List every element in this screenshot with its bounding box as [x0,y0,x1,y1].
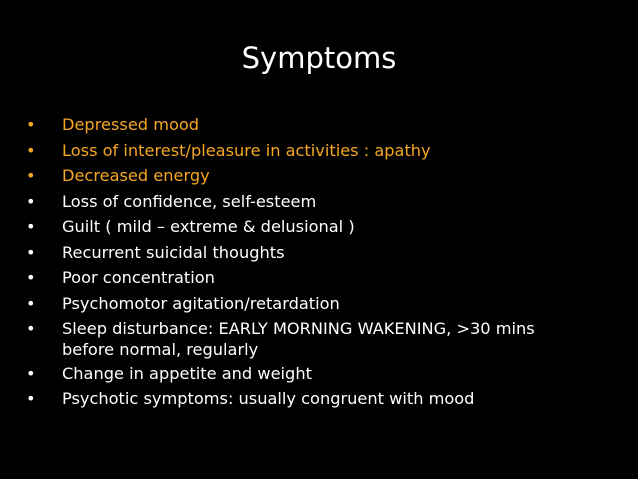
list-item-text: Decreased energy [62,166,210,185]
bullet-icon: • [26,389,36,408]
list-item-text: Poor concentration [62,268,215,287]
list-item [26,266,626,289]
bullet-icon: • [26,242,36,262]
list-item [26,317,626,359]
bullet-icon: • [26,217,36,236]
list-item [26,215,626,238]
bullet-icon: • [26,115,36,134]
list-item-text: Psychotic symptoms: usually congruent with mood [62,389,475,408]
list-item-text: Loss of confidence, self-esteem [62,191,317,211]
list-item-text: Recurrent suicidal thoughts [62,242,285,262]
list-item [26,362,626,385]
symptom-list [26,113,626,413]
bullet-icon: • [26,268,36,287]
bullet-icon: • [26,293,36,313]
list-item-continuation: before normal, regularly [62,340,259,359]
list-item [26,387,626,410]
list-item [26,190,626,213]
list-item [26,241,626,264]
list-item-text: Guilt ( mild – extreme & delusional ) [62,217,355,236]
bullet-icon: • [26,166,36,185]
list-item-text: Change in appetite and weight [62,363,312,383]
list-item [26,292,626,315]
bullet-icon: • [26,319,36,338]
slide-title: Symptoms [241,41,397,75]
bullet-icon: • [26,140,36,160]
bullet-icon: • [26,363,36,383]
list-item-text: Sleep disturbance: EARLY MORNING WAKENING, >30 mins [62,319,535,338]
list-item-text: Loss of interest/pleasure in activities : apathy [62,140,431,160]
list-item [26,164,626,187]
list-item-text: Psychomotor agitation/retardation [62,293,340,313]
list-item-text: Depressed mood [62,115,200,134]
bullet-icon: • [26,191,36,211]
list-item [26,139,626,162]
list-item [26,113,626,136]
